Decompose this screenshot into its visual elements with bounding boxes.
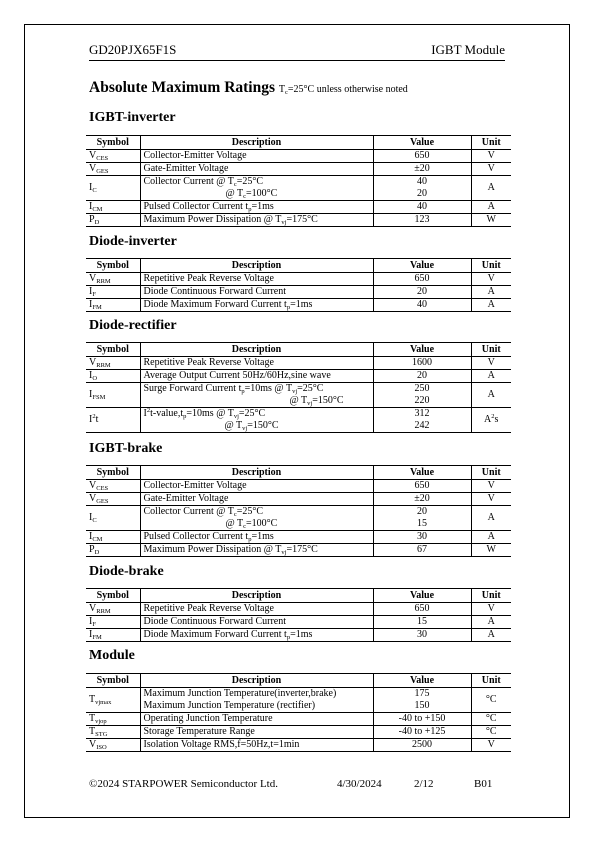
description-cell: Repetitive Peak Reverse Voltage <box>140 357 373 370</box>
unit-cell: A <box>471 370 511 383</box>
footer-copyright: ©2024 STARPOWER Semiconductor Ltd. <box>89 778 278 790</box>
section-title-diode-rectifier: Diode-rectifier <box>89 318 177 333</box>
unit-cell: V <box>471 357 511 370</box>
symbol-cell: $I_F$ <box>86 616 140 629</box>
table-row <box>86 273 511 286</box>
value-cell: 650 <box>373 480 471 493</box>
symbol-cell: $T_{vjmax}$ <box>86 688 140 713</box>
table-row <box>86 603 511 616</box>
description-cell: Gate-Emitter Voltage <box>140 163 373 176</box>
col-unit: Unit <box>471 589 511 603</box>
description-cell: Collector-Emitter Voltage <box>140 150 373 163</box>
description-cell: Storage Temperature Range <box>140 726 373 739</box>
table-header <box>86 259 511 273</box>
table-row <box>86 150 511 163</box>
unit-cell: °C <box>471 726 511 739</box>
table-row <box>86 616 511 629</box>
part-number: GD20PJX65F1S <box>89 42 177 57</box>
table-row <box>86 493 511 506</box>
description-cell: Maximum Power Dissipation @ $T_{vj}=175^\circ C$ <box>140 544 373 557</box>
table-row <box>86 408 511 433</box>
footer-page-number: 2/12 <box>414 778 434 790</box>
description-cell: Repetitive Peak Reverse Voltage <box>140 603 373 616</box>
unit-cell: A <box>471 506 511 531</box>
col-symbol: Symbol <box>86 674 140 688</box>
unit-cell: V <box>471 163 511 176</box>
table-row <box>86 286 511 299</box>
col-description: Description <box>140 589 373 603</box>
table-row <box>86 163 511 176</box>
value-cell: 250 220 <box>373 383 471 408</box>
col-unit: Unit <box>471 674 511 688</box>
col-value: Value <box>373 466 471 480</box>
col-description: Description <box>140 343 373 357</box>
table-row <box>86 176 511 201</box>
unit-cell: V <box>471 603 511 616</box>
col-value: Value <box>373 589 471 603</box>
unit-cell: V <box>471 493 511 506</box>
value-cell: 15 <box>373 616 471 629</box>
description-cell: Maximum Power Dissipation @ $T_{vj}=175^\circ C$ <box>140 214 373 227</box>
unit-cell: W <box>471 214 511 227</box>
unit-cell: V <box>471 480 511 493</box>
footer-revision: B01 <box>474 778 493 790</box>
unit-cell: °C <box>471 713 511 726</box>
symbol-cell: $I_C$ <box>86 176 140 201</box>
value-cell: 650 <box>373 150 471 163</box>
symbol-cell: $V_{RRM}$ <box>86 357 140 370</box>
value-cell: 30 <box>373 629 471 642</box>
unit-cell: A <box>471 531 511 544</box>
value-cell: 123 <box>373 214 471 227</box>
symbol-cell: $V_{ISO}$ <box>86 739 140 752</box>
value-cell: 40 <box>373 299 471 312</box>
table-row <box>86 370 511 383</box>
description-cell: Maximum Junction Temperature(inverter,brake) Maximum Junction Temperature (rectifier) <box>140 688 373 713</box>
table-header <box>86 343 511 357</box>
symbol-cell: $I_{FSM}$ <box>86 383 140 408</box>
table-header <box>86 136 511 150</box>
description-cell: Pulsed Collector Current $t_p=1ms$ <box>140 531 373 544</box>
unit-cell: W <box>471 544 511 557</box>
table-row <box>86 688 511 713</box>
table-row <box>86 357 511 370</box>
symbol-cell: $I_{CM}$ <box>86 201 140 214</box>
value-cell: 67 <box>373 544 471 557</box>
table-row <box>86 383 511 408</box>
table-row <box>86 726 511 739</box>
description-cell: Diode Continuous Forward Current <box>140 616 373 629</box>
table-header <box>86 674 511 688</box>
value-cell: 1600 <box>373 357 471 370</box>
table-igbt-inverter <box>86 135 511 227</box>
section-title-diode-brake: Diode-brake <box>89 564 164 579</box>
description-cell: Gate-Emitter Voltage <box>140 493 373 506</box>
col-symbol: Symbol <box>86 136 140 150</box>
unit-cell: A <box>471 383 511 408</box>
col-unit: Unit <box>471 136 511 150</box>
section-title-igbt-brake: IGBT-brake <box>89 441 163 456</box>
table-row <box>86 201 511 214</box>
description-cell: Operating Junction Temperature <box>140 713 373 726</box>
unit-cell: V <box>471 739 511 752</box>
unit-cell: V <box>471 273 511 286</box>
table-row <box>86 480 511 493</box>
col-value: Value <box>373 259 471 273</box>
table-row <box>86 506 511 531</box>
symbol-cell: $V_{RRM}$ <box>86 603 140 616</box>
value-cell: 20 <box>373 370 471 383</box>
value-cell: 650 <box>373 603 471 616</box>
symbol-cell: $I_F$ <box>86 286 140 299</box>
col-description: Description <box>140 466 373 480</box>
col-unit: Unit <box>471 259 511 273</box>
value-cell: 40 <box>373 201 471 214</box>
unit-cell: A <box>471 176 511 201</box>
col-description: Description <box>140 259 373 273</box>
description-cell: Average Output Current 50Hz/60Hz,sine wave <box>140 370 373 383</box>
value-cell: 20 <box>373 286 471 299</box>
col-value: Value <box>373 343 471 357</box>
value-cell: 40 20 <box>373 176 471 201</box>
col-unit: Unit <box>471 466 511 480</box>
description-cell: Diode Continuous Forward Current <box>140 286 373 299</box>
table-header <box>86 589 511 603</box>
value-cell: 30 <box>373 531 471 544</box>
table-row <box>86 629 511 642</box>
section-title-module: Module <box>89 648 135 663</box>
symbol-cell: $T_{STG}$ <box>86 726 140 739</box>
description-cell: Collector Current @ $T_c=25^\circ C$ @ $T_c=100^\circ C$ <box>140 176 373 201</box>
description-cell: Diode Maximum Forward Current $t_p=1ms$ <box>140 299 373 312</box>
unit-cell: A <box>471 286 511 299</box>
symbol-cell: $I_C$ <box>86 506 140 531</box>
section-title-diode-inverter: Diode-inverter <box>89 234 177 249</box>
table-igbt-brake <box>86 465 511 557</box>
symbol-cell: $V_{CES}$ <box>86 480 140 493</box>
table-row <box>86 713 511 726</box>
description-cell: Collector Current @ $T_c=25^\circ C$ @ $T_c=100^\circ C$ <box>140 506 373 531</box>
table-diode-brake <box>86 588 511 642</box>
unit-cell: A <box>471 201 511 214</box>
description-cell: $I^2t-value,t_p=10ms$ @ $T_{vj}=25^\circ C$ @ $T_{vj}=150^\circ C$ <box>140 408 373 433</box>
table-header <box>86 466 511 480</box>
col-value: Value <box>373 136 471 150</box>
table-diode-inverter <box>86 258 511 312</box>
table-module <box>86 673 511 752</box>
col-description: Description <box>140 136 373 150</box>
unit-cell: °C <box>471 688 511 713</box>
table-row <box>86 299 511 312</box>
value-cell: -40 to +150 <box>373 713 471 726</box>
symbol-cell: $P_D$ <box>86 214 140 227</box>
value-cell: 20 15 <box>373 506 471 531</box>
col-symbol: Symbol <box>86 259 140 273</box>
symbol-cell: $P_D$ <box>86 544 140 557</box>
col-symbol: Symbol <box>86 589 140 603</box>
unit-cell: A <box>471 616 511 629</box>
symbol-cell: $T_{vjop}$ <box>86 713 140 726</box>
symbol-cell: $I_{FM}$ <box>86 299 140 312</box>
col-symbol: Symbol <box>86 466 140 480</box>
description-cell: Surge Forward Current $t_p=10ms$ @ $T_{vj}=25^\circ C$ @ $T_{vj}=150^\circ C$ <box>140 383 373 408</box>
symbol-cell: $I^2t$ <box>86 408 140 433</box>
unit-cell: A <box>471 299 511 312</box>
unit-cell: A <box>471 629 511 642</box>
symbol-cell: $V_{RRM}$ <box>86 273 140 286</box>
description-cell: Isolation Voltage RMS,f=50Hz,t=1min <box>140 739 373 752</box>
col-value: Value <box>373 674 471 688</box>
value-cell: ±20 <box>373 493 471 506</box>
col-unit: Unit <box>471 343 511 357</box>
value-cell: 650 <box>373 273 471 286</box>
value-cell: ±20 <box>373 163 471 176</box>
table-row <box>86 739 511 752</box>
col-symbol: Symbol <box>86 343 140 357</box>
description-cell: Collector-Emitter Voltage <box>140 480 373 493</box>
symbol-cell: $I_O$ <box>86 370 140 383</box>
table-row <box>86 214 511 227</box>
value-cell: 312 242 <box>373 408 471 433</box>
symbol-cell: $I_{FM}$ <box>86 629 140 642</box>
symbol-cell: $V_{GES}$ <box>86 163 140 176</box>
description-cell: Pulsed Collector Current $t_p=1ms$ <box>140 201 373 214</box>
table-row <box>86 531 511 544</box>
table-row <box>86 544 511 557</box>
page-title <box>89 79 408 97</box>
symbol-cell: $I_{CM}$ <box>86 531 140 544</box>
section-title-igbt-inverter: IGBT-inverter <box>89 110 176 125</box>
unit-cell: V <box>471 150 511 163</box>
table-diode-rectifier <box>86 342 511 433</box>
title-note: $T_c=25^\circ C$ unless otherwise noted <box>278 84 408 96</box>
footer-date: 4/30/2024 <box>337 778 382 790</box>
unit-cell: $A^2s$ <box>471 408 511 433</box>
description-cell: Diode Maximum Forward Current $t_p=1ms$ <box>140 629 373 642</box>
description-cell: Repetitive Peak Reverse Voltage <box>140 273 373 286</box>
product-type: IGBT Module <box>431 42 505 57</box>
symbol-cell: $V_{GES}$ <box>86 493 140 506</box>
symbol-cell: $V_{CES}$ <box>86 150 140 163</box>
value-cell: 2500 <box>373 739 471 752</box>
title-main: Absolute Maximum Ratings <box>89 79 276 96</box>
col-description: Description <box>140 674 373 688</box>
page-header <box>89 42 505 61</box>
value-cell: -40 to +125 <box>373 726 471 739</box>
value-cell: 175 150 <box>373 688 471 713</box>
